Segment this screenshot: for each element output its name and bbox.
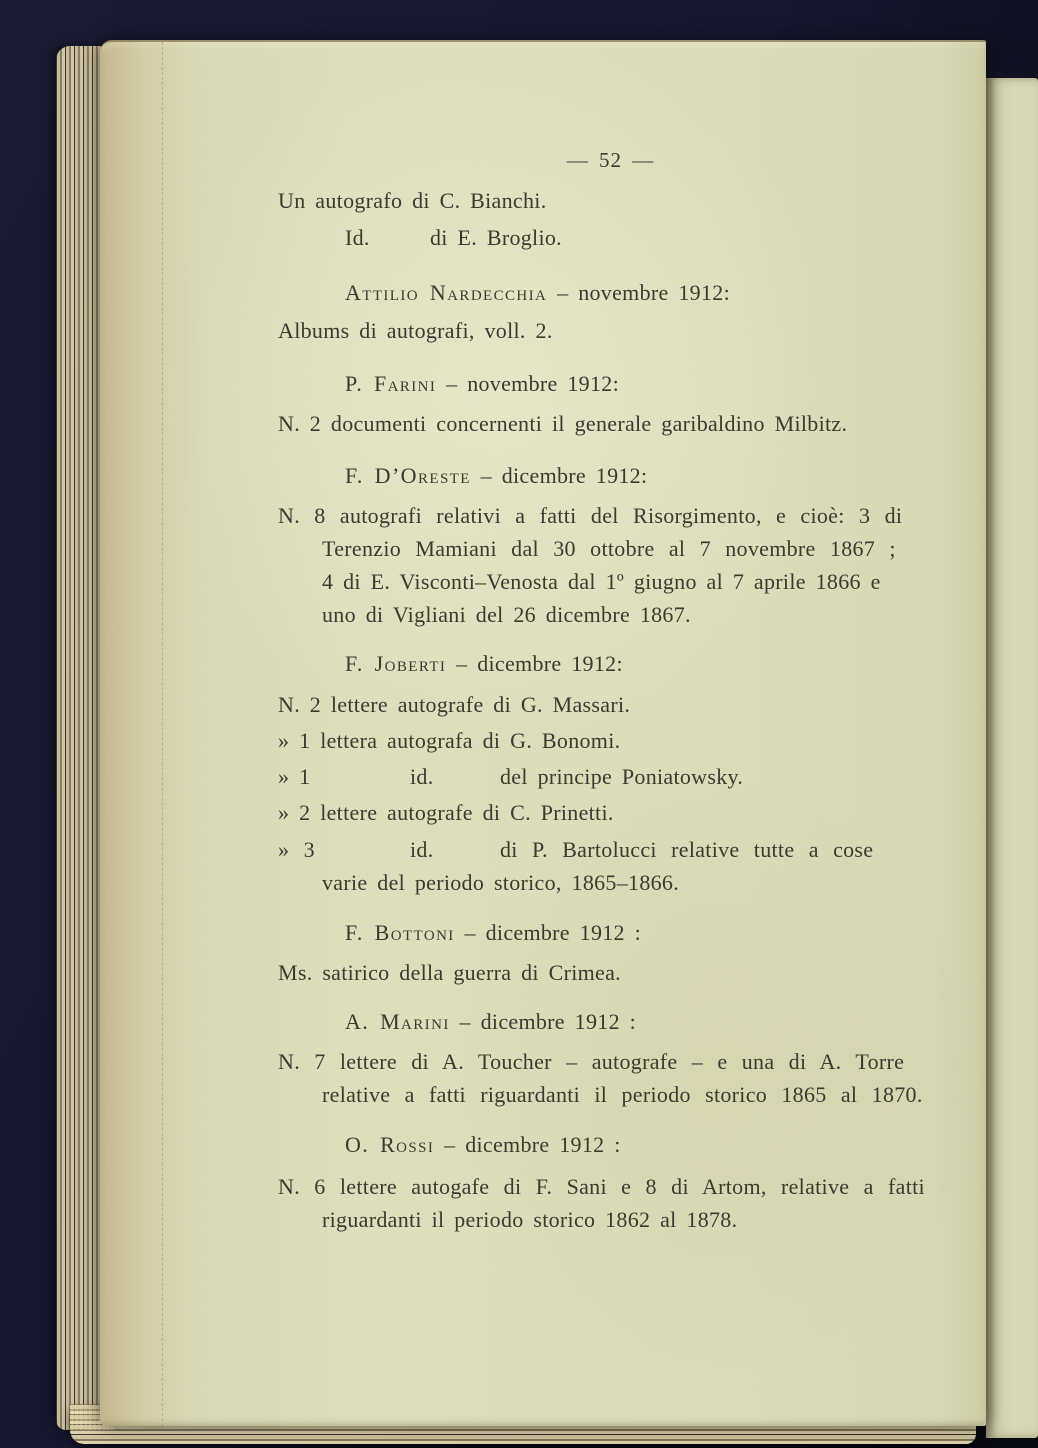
entry-line-idem [345, 221, 943, 254]
entry-continuation: varie del periodo storico, 1865–1866. [322, 870, 680, 895]
text-block [278, 144, 943, 1236]
section-heading [345, 916, 943, 949]
entry-continuation: uno di Vigliani del 26 dicembre 1867. [322, 602, 691, 627]
collector-name: P. Farini [345, 371, 437, 396]
idem-abbreviation: id. [410, 764, 434, 789]
entry-line: Ms. satirico della guerra di Crimea. [278, 960, 621, 985]
idem-target: di P. Bartolucci relative tutte a cose [500, 837, 874, 862]
page-crease [162, 42, 164, 1426]
heading-date: – dicembre 1912: [480, 463, 648, 488]
entry-line: N. 2 documenti concernenti il generale garibaldino Milbitz. [278, 411, 848, 436]
entry-continuation: Terenzio Mamiani dal 30 ottobre al 7 novembre 1867 ; [322, 536, 896, 561]
collector-name: Attilio Nardecchia [345, 280, 548, 305]
idem-abbreviation: Id. [345, 225, 370, 250]
entry-line: Albums di autografi, voll. 2. [278, 318, 553, 343]
entry-continuation: 4 di E. Visconti–Venosta dal 1º giugno al 7 aprile 1866 e [322, 569, 881, 594]
heading-date: – novembre 1912: [446, 371, 619, 396]
section-heading [345, 367, 943, 400]
collector-name: O. Rossi [345, 1132, 435, 1157]
heading-date: – dicembre 1912: [456, 651, 623, 676]
collector-name: F. Bottoni [345, 920, 455, 945]
idem-abbreviation: id. [410, 837, 434, 862]
entry-continuation: relative a fatti riguardanti il periodo storico 1865 al 1870. [322, 1082, 923, 1107]
entry-line: N. 8 autografi relativi a fatti del Risorgimento, e cioè: 3 di [278, 503, 903, 528]
entry-continuation: riguardanti il periodo storico 1862 al 1878. [322, 1207, 738, 1232]
section-heading [345, 459, 943, 492]
heading-date: – dicembre 1912 : [444, 1132, 621, 1157]
item-count: » 1 [278, 764, 311, 789]
heading-date: – dicembre 1912 : [464, 920, 642, 945]
entry-line: N. 2 lettere autografe di G. Massari. [278, 692, 631, 717]
entry-line: » 2 lettere autografe di C. Prinetti. [278, 800, 614, 825]
collector-name: F. D’Oreste [345, 463, 471, 488]
heading-date: – dicembre 1912 : [459, 1009, 637, 1034]
section-heading [345, 1128, 943, 1161]
section-heading [345, 1005, 943, 1038]
collector-name: F. Joberti [345, 651, 447, 676]
section-heading [345, 276, 943, 309]
entry-line-idem [278, 833, 943, 866]
book-page [100, 40, 986, 1426]
facing-page-edge [986, 78, 1038, 1438]
page-number: — 52 — [566, 148, 655, 172]
entry-line: Un autografo di C. Bianchi. [278, 188, 547, 213]
collector-name: A. Marini [345, 1009, 450, 1034]
section-heading [345, 647, 943, 680]
idem-target: del principe Poniatowsky. [500, 764, 744, 789]
entry-line: N. 6 lettere autogafe di F. Sani e 8 di Artom, relative a fatti [278, 1174, 925, 1199]
entry-line: N. 7 lettere di A. Toucher – autografe – e una di A. Torre [278, 1049, 905, 1074]
idem-target: di E. Broglio. [430, 225, 562, 250]
entry-line-idem [278, 760, 943, 793]
item-count: » 3 [278, 837, 315, 862]
heading-date: – novembre 1912: [557, 280, 730, 305]
entry-line: » 1 lettera autografa di G. Bonomi. [278, 728, 621, 753]
